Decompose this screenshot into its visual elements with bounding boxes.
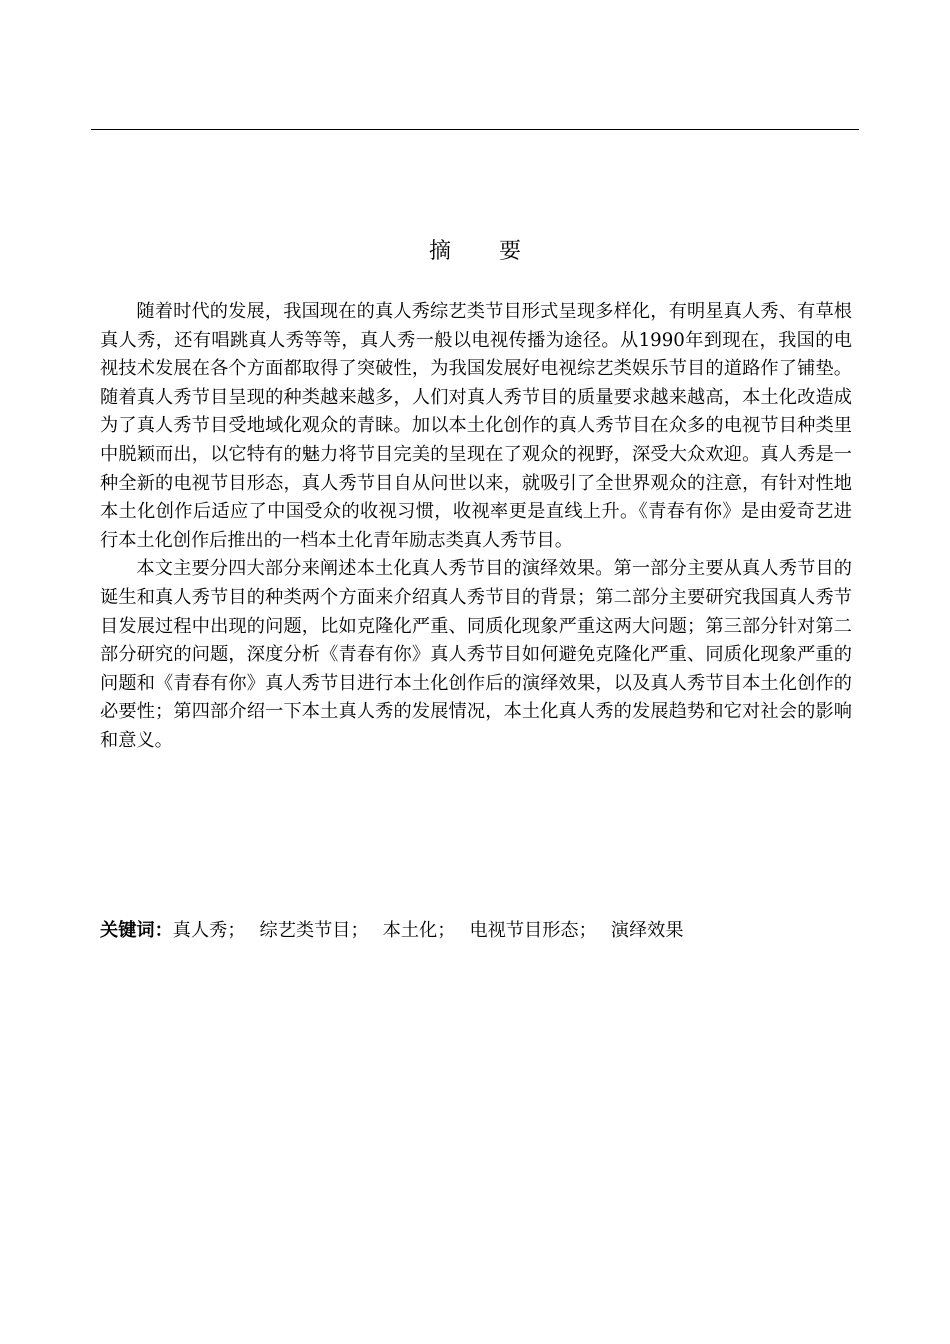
- abstract-paragraph: 随着时代的发展，我国现在的真人秀综艺类节目形式呈现多样化，有明星真人秀、有草根真人秀，还有唱跳真人秀等等，真人秀一般以电视传播为途径。从1990年到现在，我国的电视技术发展在各个方面都取得了突破性，为我国发展好电视综艺类娱乐节目的道路作了铺垫。随着真人秀节目呈现的种类越来越多，人们对真人秀节目的质量要求越来越高，本土化改造成为了真人秀节目受地域化观众的青睐。加以本土化创作的真人秀节目在众多的电视节目种类里中脱颖而出，以它特有的魅力将节目完美的呈现在了观众的视野，深受大众欢迎。真人秀是一种全新的电视节目形态，真人秀节目自从问世以来，就吸引了全世界观众的注意，有针对性地本土化创作后适应了中国受众的收视习惯，收视率更是直线上升。《青春有你》是由爱奇艺进行本土化创作后推出的一档本土化青年励志类真人秀节目。: [100, 301, 852, 551]
- abstract-paragraph: 本文主要分四大部分来阐述本土化真人秀节目的演绎效果。第一部分主要从真人秀节目的诞生和真人秀节目的种类两个方面来介绍真人秀节目的背景；第二部分主要研究我国真人秀节目发展过程中出现的问题，比如克隆化严重、同质化现象严重这两大问题；第三部分针对第二部分研究的问题，深度分析《青春有你》真人秀节目如何避免克隆化严重、同质化现象严重的问题和《青春有你》真人秀节目进行本土化创作后的演绎效果，以及真人秀节目本土化创作的必要性；第四部介绍一下本土真人秀的发展情况，本土化真人秀的发展趋势和它对社会的影响和意义。: [100, 558, 852, 751]
- keyword-item: 综艺类节目；: [259, 920, 369, 941]
- abstract-body: [100, 298, 852, 756]
- keyword-item: 电视节目形态；: [469, 920, 597, 941]
- abstract-title-char: 要: [499, 239, 522, 264]
- header-rule: [91, 129, 859, 130]
- keyword-item: 本土化；: [382, 920, 456, 941]
- abstract-title: [0, 236, 950, 268]
- keyword-item: 演绎效果: [610, 920, 684, 941]
- keyword-item: 真人秀；: [172, 920, 246, 941]
- keywords-label: 关键词：: [100, 920, 173, 941]
- keywords-line: [100, 917, 860, 945]
- abstract-title-char: 摘: [428, 239, 451, 264]
